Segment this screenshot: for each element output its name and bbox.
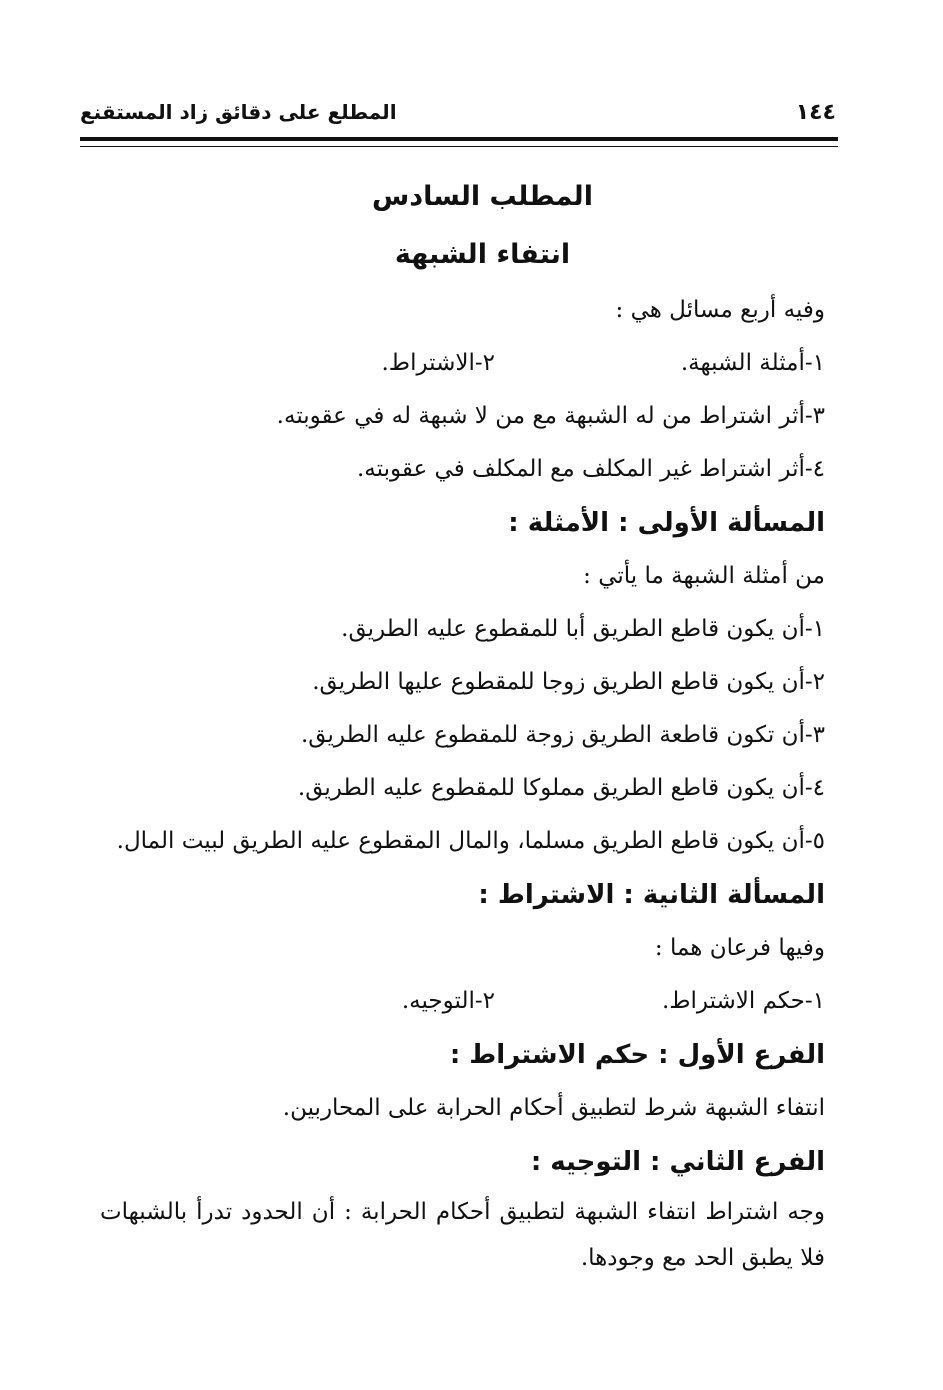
intro-item-2: ٢-الاشتراط.: [381, 350, 495, 376]
branch2-heading: الفرع الثاني : التوجيه :: [530, 1147, 825, 1177]
running-header: [80, 100, 836, 132]
section-title: انتفاء الشبهة: [394, 239, 571, 270]
page-number: ١٤٤: [795, 100, 836, 125]
list-item: ٤-أن يكون قاطع الطريق مملوكا للمقطوع عليه الطريق.: [297, 775, 825, 801]
list-item: ٢-أن يكون قاطع الطريق زوجا للمقطوع عليها الطريق.: [312, 669, 825, 695]
issue2-heading: المسألة الثانية : الاشتراط :: [478, 880, 825, 910]
list-item: ١-أن يكون قاطع الطريق أبا للمقطوع عليه الطريق.: [341, 616, 825, 642]
section-label: المطلب السادس: [372, 181, 593, 212]
issue2-item-1: ١-حكم الاشتراط.: [661, 988, 825, 1014]
intro-item-3: ٣-أثر اشتراط من له الشبهة مع من لا شبهة له في عقوبته.: [276, 403, 825, 429]
branch1-heading: الفرع الأول : حكم الاشتراط :: [449, 1040, 825, 1070]
issue2-item-2: ٢-التوجيه.: [401, 988, 495, 1014]
issue1-heading: المسألة الأولى : الأمثلة :: [508, 508, 825, 538]
issue1-intro: من أمثلة الشبهة ما يأتي :: [583, 563, 825, 589]
intro-text: وفيه أربع مسائل هي :: [615, 297, 825, 323]
list-item: ٥-أن يكون قاطع الطريق مسلما، والمال المقطوع عليه الطريق لبيت المال.: [116, 828, 825, 854]
branch1-text: انتفاء الشبهة شرط لتطبيق أحكام الحرابة على المحاربين.: [282, 1095, 825, 1121]
book-title: المطلع على دقائق زاد المستقنع: [80, 100, 397, 124]
intro-items-row: [100, 337, 825, 390]
intro-item-1: ١-أمثلة الشبهة.: [680, 350, 825, 376]
issue2-intro: وفيها فرعان هما :: [654, 935, 825, 961]
page-body: [100, 168, 825, 1281]
branch2-text: وجه اشتراط انتفاء الشبهة لتطبيق أحكام الحرابة : أن الحدود تدرأ بالشبهات فلا يطبق الحد مع وجودها.: [100, 1199, 825, 1271]
intro-item-4: ٤-أثر اشتراط غير المكلف مع المكلف في عقوبته.: [357, 456, 825, 482]
list-item: ٣-أن تكون قاطعة الطريق زوجة للمقطوع عليه الطريق.: [301, 722, 825, 748]
header-rule-thin: [80, 146, 838, 147]
issue2-items-row: [100, 975, 825, 1028]
header-rule-thick: [80, 137, 838, 141]
